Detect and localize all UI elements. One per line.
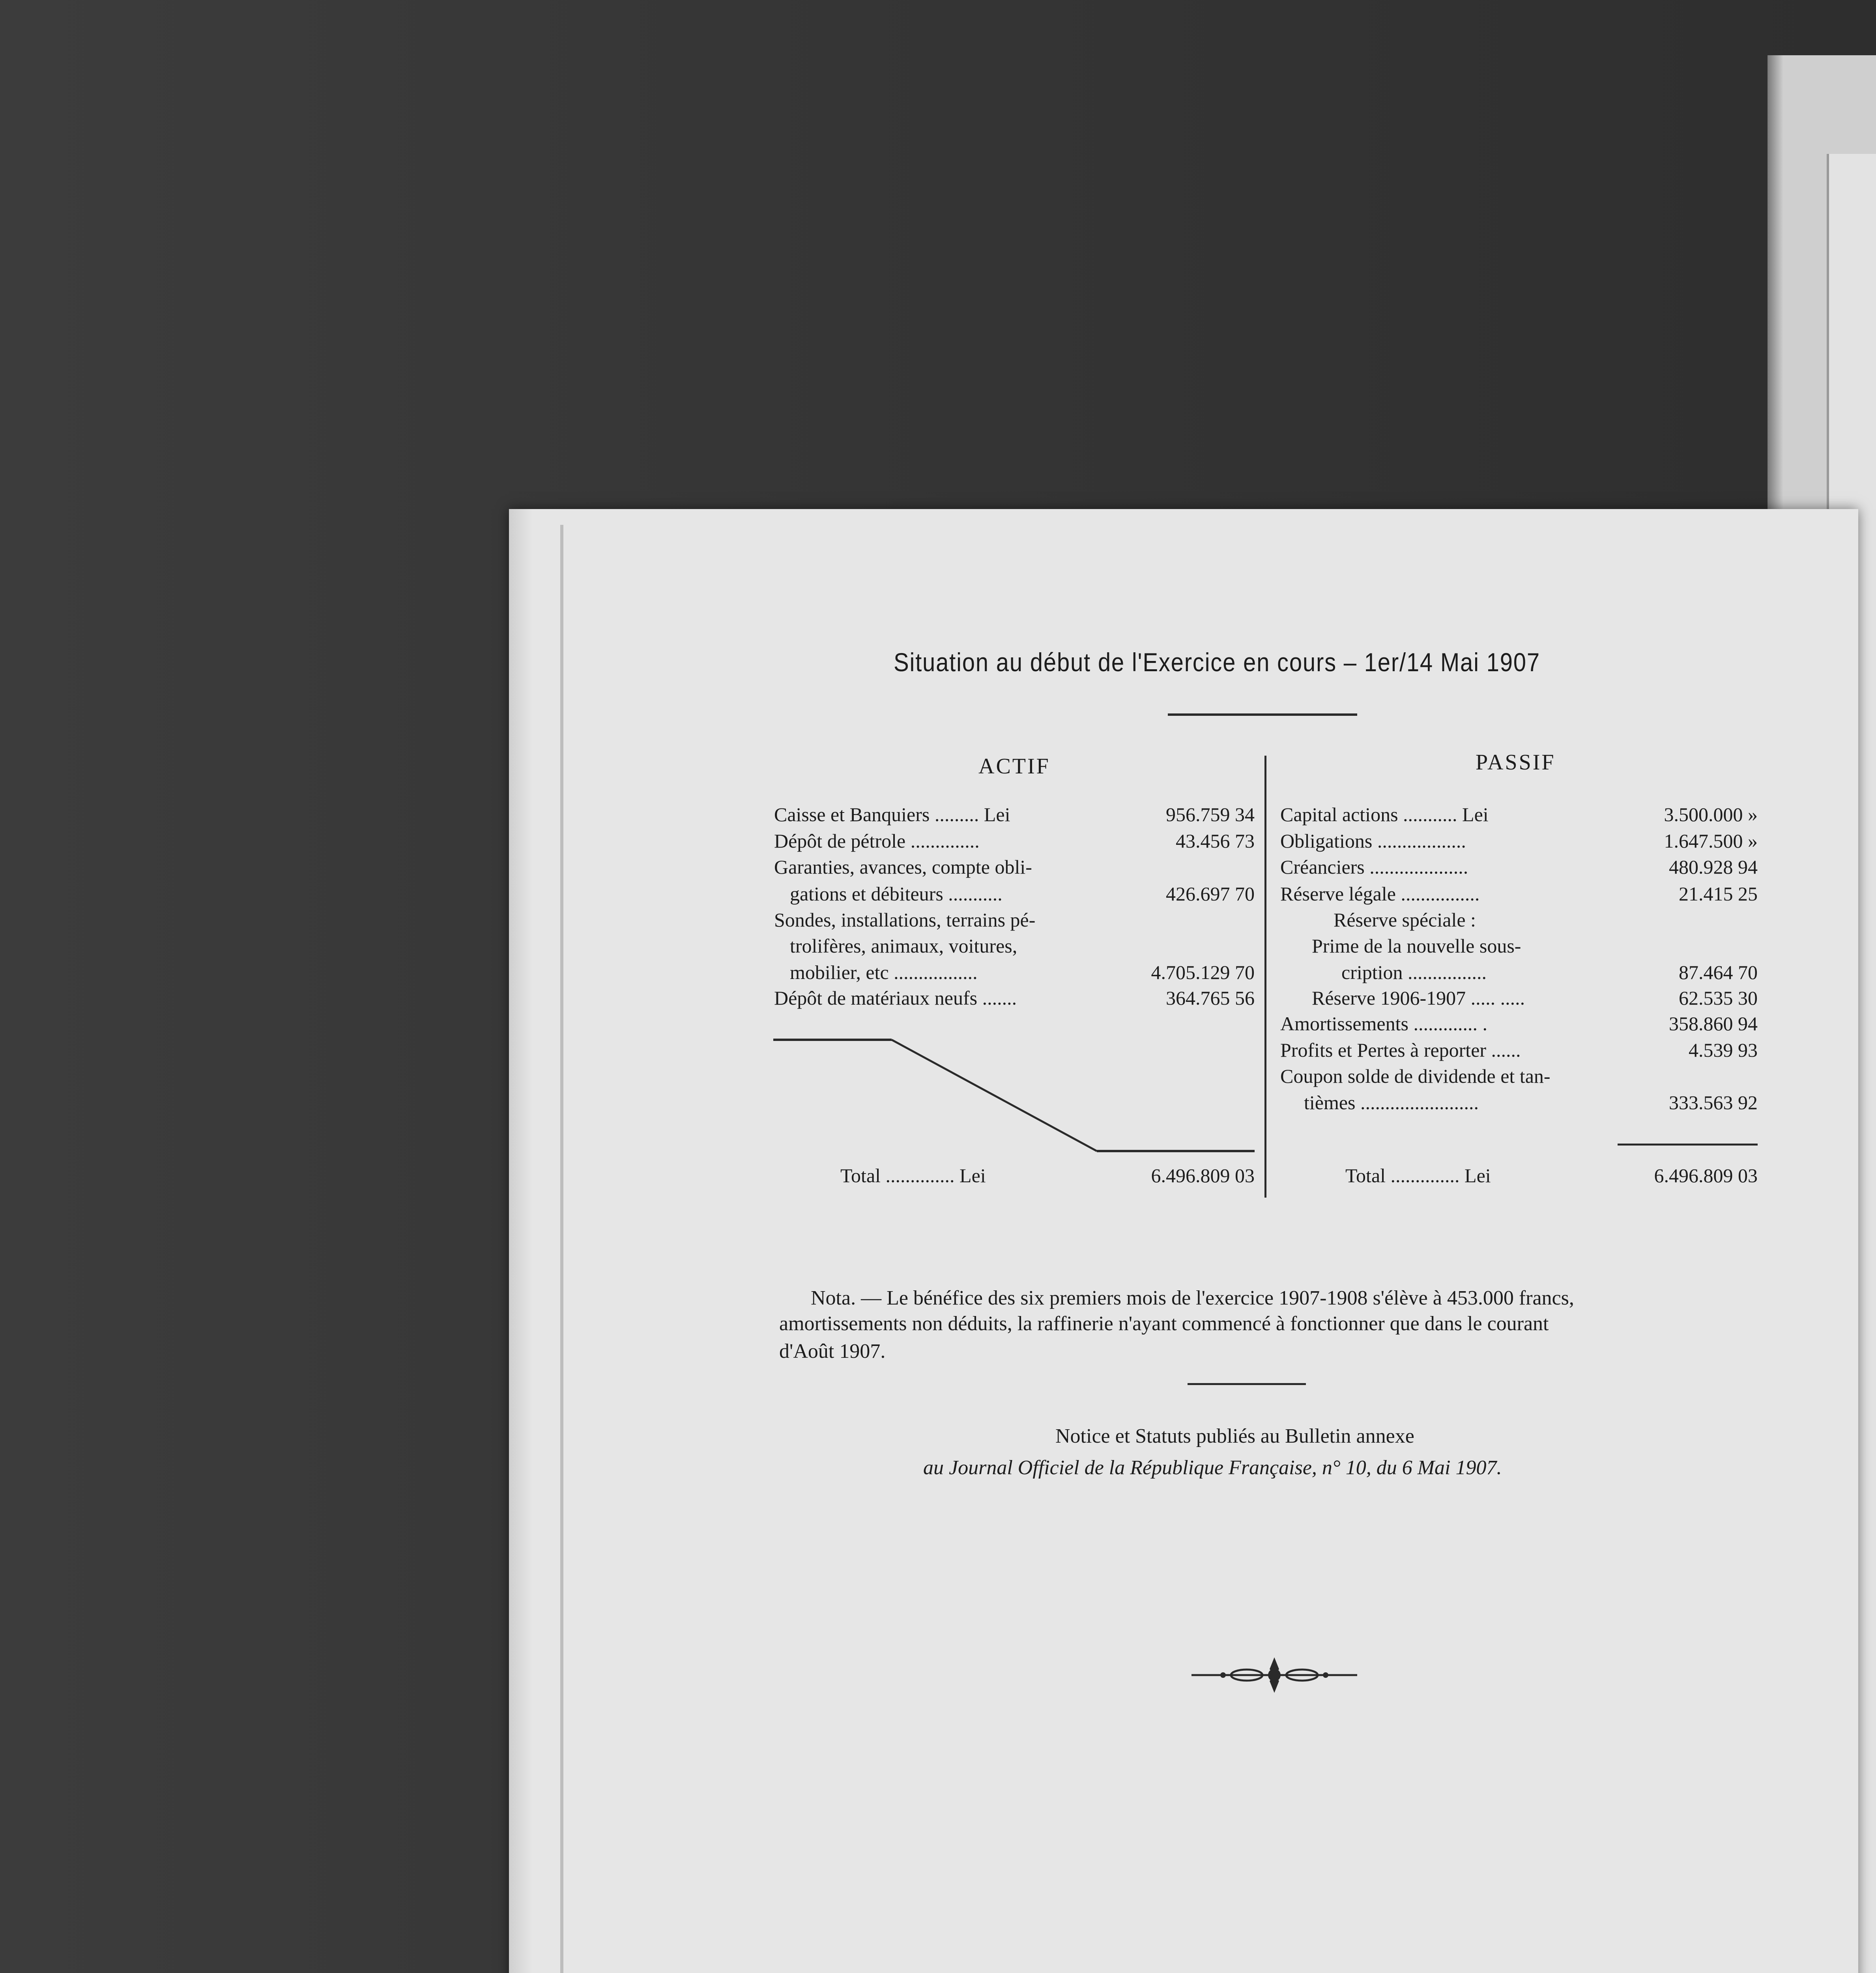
title-underline — [1168, 713, 1357, 716]
passif-total-rule — [1618, 1144, 1758, 1146]
actif-row-label: trolifères, animaux, voitures, — [790, 935, 1017, 957]
passif-row-label: tièmes ........................ — [1304, 1091, 1479, 1114]
passif-row-label: Réserve légale ................ — [1280, 883, 1480, 905]
actif-total-amount: 6.496.809 03 — [1151, 1164, 1255, 1187]
actif-row-label: Dépôt de matériaux neufs ....... — [774, 987, 1017, 1009]
passif-row-amount: 3.500.000 » — [1664, 803, 1758, 826]
actif-heading: ACTIF — [978, 754, 1050, 779]
actif-row-label: Caisse et Banquiers ......... Lei — [774, 803, 1010, 826]
passif-row-amount: 480.928 94 — [1669, 856, 1758, 878]
page-left-edge — [509, 509, 533, 1973]
passif-row-amount: 87.464 70 — [1679, 961, 1758, 983]
document-page — [509, 509, 1858, 1973]
passif-row-label: Prime de la nouvelle sous- — [1312, 935, 1521, 957]
actif-row-amount: 956.759 34 — [1166, 803, 1255, 826]
passif-row-amount: 62.535 30 — [1679, 987, 1758, 1009]
actif-row-label: Dépôt de pétrole .............. — [774, 830, 980, 852]
actif-row-amount: 43.456 73 — [1176, 830, 1255, 852]
passif-row-label: Obligations .................. — [1280, 830, 1466, 852]
actif-rule-off — [773, 1038, 1255, 1156]
passif-row-label: Réserve 1906-1907 ..... ..... — [1312, 987, 1525, 1009]
passif-row-label: Créanciers .................... — [1280, 856, 1468, 878]
actif-row-amount: 4.705.129 70 — [1151, 961, 1255, 983]
notice-line2: au Journal Officiel de la République Française, n° 10, du 6 Mai 1907. — [923, 1456, 1502, 1479]
passif-row-label: Coupon solde de dividende et tan- — [1280, 1065, 1551, 1087]
actif-row-amount: 364.765 56 — [1166, 987, 1255, 1009]
actif-row-label: mobilier, etc ................. — [790, 961, 978, 983]
nota-line: amortissements non déduits, la raffinerie n'ayant commencé à fonctionner que dans le courant — [779, 1312, 1549, 1335]
passif-row-label: Profits et Pertes à reporter ...... — [1280, 1039, 1521, 1061]
passif-row-amount: 4.539 93 — [1689, 1039, 1758, 1061]
page-margin-line — [560, 525, 563, 1973]
notice-line1: Notice et Statuts publiés au Bulletin annexe — [1055, 1425, 1414, 1447]
actif-row-label: Sondes, installations, terrains pé- — [774, 909, 1036, 931]
passif-heading: PASSIF — [1476, 750, 1556, 775]
passif-row-label: Capital actions ........... Lei — [1280, 803, 1489, 826]
actif-row-label: Garanties, avances, compte obli- — [774, 856, 1032, 878]
nota-separator — [1188, 1383, 1306, 1385]
page-title: Situation au début de l'Exercice en cours – 1er/14 Mai 1907 — [894, 648, 1540, 677]
passif-row-amount: 333.563 92 — [1669, 1091, 1758, 1114]
passif-total-amount: 6.496.809 03 — [1654, 1164, 1758, 1187]
passif-row-label: Amortissements ............. . — [1280, 1013, 1487, 1035]
nota-line: d'Août 1907. — [779, 1340, 886, 1363]
nota-line: Nota. — Le bénéfice des six premiers mois de l'exercice 1907-1908 s'élève à 453.000 francs, — [811, 1287, 1574, 1309]
passif-row-label: cription ................ — [1341, 961, 1487, 983]
actif-row-amount: 426.697 70 — [1166, 883, 1255, 905]
passif-row-label: Réserve spéciale : — [1334, 909, 1476, 931]
passif-row-amount: 1.647.500 » — [1664, 830, 1758, 852]
passif-row-amount: 21.415 25 — [1679, 883, 1758, 905]
passif-total-label: Total .............. Lei — [1345, 1164, 1491, 1187]
passif-row-amount: 358.860 94 — [1669, 1013, 1758, 1035]
ornament-icon — [1188, 1653, 1361, 1697]
actif-total-label: Total .............. Lei — [840, 1164, 986, 1187]
actif-row-label: gations et débiteurs ........... — [790, 883, 1003, 905]
column-divider — [1264, 756, 1266, 1198]
